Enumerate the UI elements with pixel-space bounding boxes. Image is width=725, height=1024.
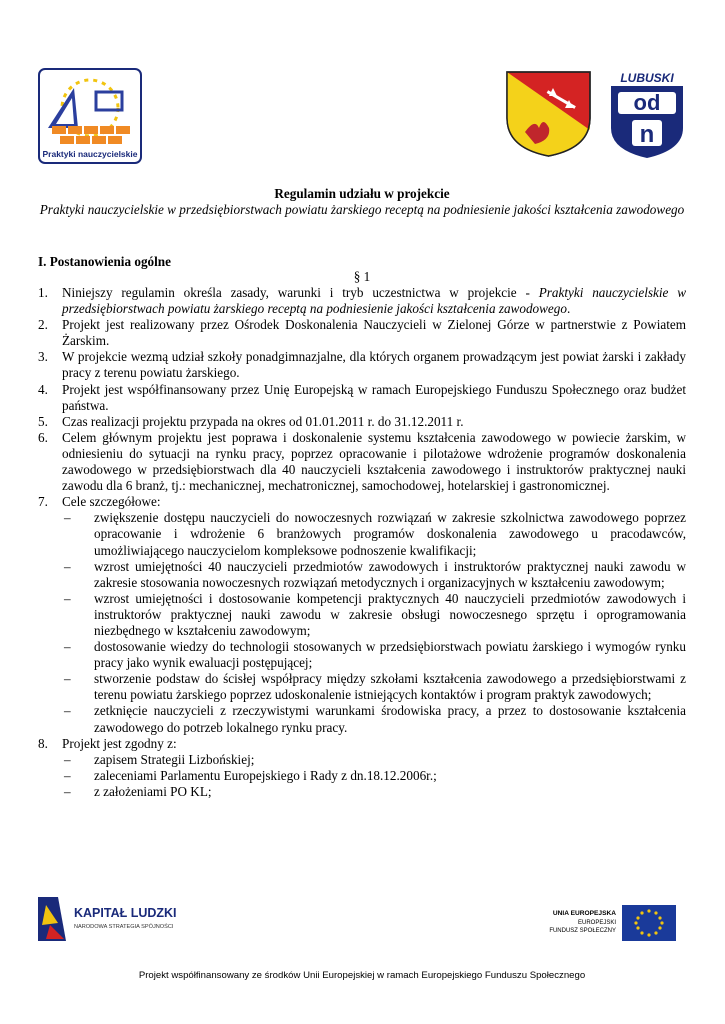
goal-text: wzrost umiejętności i dostosowanie kompetencji praktycznych 40 nauczycieli przedmiotów zawodowych i instruktorów praktycznej nauki zawodu w zakresie obsługi nowoczesnego sprzętu i oprogramowania niezbędnego w kształceniu zawodowym;: [94, 590, 686, 638]
dash-bullet: –: [64, 639, 71, 655]
item-text: Celem głównym projektu jest poprawa i doskonalenie systemu kształcenia zawodowego w powiecie żarskim, w odniesieniu do sytuacji na rynku pracy, poprzez opracowanie i pilotażowe wdrożenie programów doskonalenia zawodowego w przedsiębiorstwach dla 40 nauczycieli kształcenia zawodowego i instruktorów praktycznej nauki zawodu dla 6 branż, tj.: mechanicznej, mechatronicznej, samochodowej, hotelarskiej i gastronomicznej.: [62, 429, 686, 494]
eu-social-fund-logo: [536, 903, 678, 943]
item-number: 1.: [38, 285, 48, 300]
item-number: 3.: [38, 349, 48, 365]
praktyki-nauczycielskie-logo: [38, 68, 142, 164]
item-text: Projekt jest współfinansowany przez Unię Europejską w ramach Europejskiego Funduszu Społecznego oraz budżet państwa.: [62, 381, 686, 413]
goal-text: dostosowanie wiedzy do technologii stosowanych w przedsiębiorstwach powiatu żarskiego i wymogów rynku pracy jako wynik ewaluacji postępującej;: [94, 639, 686, 671]
compliance-item: [62, 768, 686, 784]
list-item: [38, 382, 686, 414]
odn-bottom-text: n: [639, 121, 655, 148]
item-text: Niniejszy regulamin określa zasady, warunki i tryb uczestnictwa w projekcie -: [62, 285, 539, 300]
list-item: [38, 414, 686, 430]
paragraph-mark: § 1: [353, 269, 371, 284]
list-item: [38, 494, 686, 735]
goal-item: [62, 703, 686, 735]
item-number: 7.: [38, 494, 48, 510]
goal-item: [62, 671, 686, 703]
section-heading: I. Postanowienia ogólne: [38, 254, 171, 269]
logo-caption: Praktyki nauczycielskie: [42, 149, 138, 159]
goal-item: [62, 510, 686, 558]
item-text-end: .: [566, 301, 571, 317]
dash-bullet: –: [64, 703, 71, 719]
list-item: [38, 349, 686, 381]
project-name-italic: Praktyki nauczycielskie w przedsiębiorstwach powiatu żarskiego receptą na podniesienie jakości kształcenia zawodowego: [62, 285, 686, 317]
regulation-content: [38, 285, 686, 800]
ue-line2: EUROPEJSKI: [577, 920, 616, 926]
footer-note: Projekt współfinansowany ze środków Unii Europejskiej w ramach Europejskiego Funduszu Społecznego: [138, 970, 586, 981]
goal-text: stworzenie podstaw do ścisłej współpracy między szkołami kształcenia zawodowego a przedsiębiorstwami z terenu powiatu żarskiego poprzez udoskonalenie istniejących kontaktów i program praktyk zawodowych;: [94, 671, 686, 703]
dash-bullet: –: [64, 510, 71, 526]
odn-mid-text: od: [633, 90, 661, 115]
goal-item: [62, 639, 686, 671]
compliance-item: [62, 752, 686, 768]
list-item: [38, 736, 686, 800]
list-item: [38, 285, 686, 317]
item-number: 8.: [38, 735, 48, 751]
dash-bullet: –: [64, 767, 71, 783]
document-title-block: [38, 186, 686, 218]
item-text: W projekcie wezmą udział szkoły ponadgimnazjalne, dla których organem prowadzącym jest powiat żarski i zakłady pracy z terenu powiatu żarskiego.: [62, 349, 686, 381]
dash-bullet: –: [64, 558, 71, 574]
goal-item: [62, 591, 686, 639]
item-text: Cele szczegółowe:: [62, 494, 161, 510]
item-text: Projekt jest realizowany przez Ośrodek Doskonalenia Nauczycieli w Zielonej Górze w partnerstwie z Powiatem Żarskim.: [62, 317, 686, 349]
compliance-list: [62, 752, 686, 800]
document-title: Regulamin udziału w projekcie: [274, 186, 450, 201]
dash-bullet: –: [64, 783, 71, 799]
odn-top-text: LUBUSKI: [620, 71, 674, 85]
kapital-ludzki-logo: [36, 895, 196, 945]
kl-title: KAPITAŁ LUDZKI: [74, 906, 177, 920]
dash-bullet: –: [64, 751, 71, 767]
list-item: [38, 317, 686, 349]
list-item: [38, 430, 686, 494]
goal-text: wzrost umiejętności 40 nauczycieli przedmiotów zawodowych i instruktorów praktycznej nauki zawodu w zakresie stosowania nowoczesnych rozwiązań metodycznych i organizacyjnych w kształceniu zawodowym;: [94, 558, 686, 590]
odn-lubuski-logo: [608, 70, 686, 160]
compliance-text: zapisem Strategii Lizbońskiej;: [94, 751, 255, 767]
coat-of-arms-logo: [505, 70, 592, 158]
ue-line3: FUNDUSZ SPOŁECZNY: [549, 928, 616, 934]
item-number: 2.: [38, 317, 48, 333]
specific-goals-list: [62, 510, 686, 735]
kl-subtitle: NARODOWA STRATEGIA SPÓJNOŚCI: [74, 924, 174, 930]
item-number: 6.: [38, 429, 48, 445]
document-subtitle: Praktyki nauczycielskie w przedsiębiorstwach powiatu żarskiego receptą na podniesienie jakości kształcenia zawodowego: [39, 202, 685, 217]
dash-bullet: –: [64, 671, 71, 687]
dash-bullet: –: [64, 590, 71, 606]
goal-item: [62, 559, 686, 591]
item-text: Projekt jest zgodny z:: [62, 735, 177, 751]
goal-text: zetknięcie nauczycieli z rzeczywistymi warunkami środowiska pracy, a przez to dostosowanie kształcenia zawodowego do potrzeb lokalnego rynku pracy.: [94, 703, 686, 735]
item-text: Czas realizacji projektu przypada na okres od 01.01.2011 r. do 31.12.2011 r.: [62, 413, 464, 429]
ue-line1: UNIA EUROPEJSKA: [552, 910, 616, 917]
compliance-text: z założeniami PO KL;: [94, 783, 212, 799]
goal-text: zwiększenie dostępu nauczycieli do nowoczesnych rozwiązań w zakresie szkolnictwa zawodowego poprzez opracowanie i wdrożenie 6 branżowych programów doskonalenia zawodowego u pracodawców, umożliwiającego nauczycielom kompleksowe podnoszenie kwalifikacji;: [94, 510, 686, 558]
item-number: 4.: [38, 381, 48, 397]
compliance-text: zaleceniami Parlamentu Europejskiego i Rady z dn.18.12.2006r.;: [94, 767, 437, 783]
item-number: 5.: [38, 413, 48, 429]
compliance-item: [62, 784, 686, 800]
